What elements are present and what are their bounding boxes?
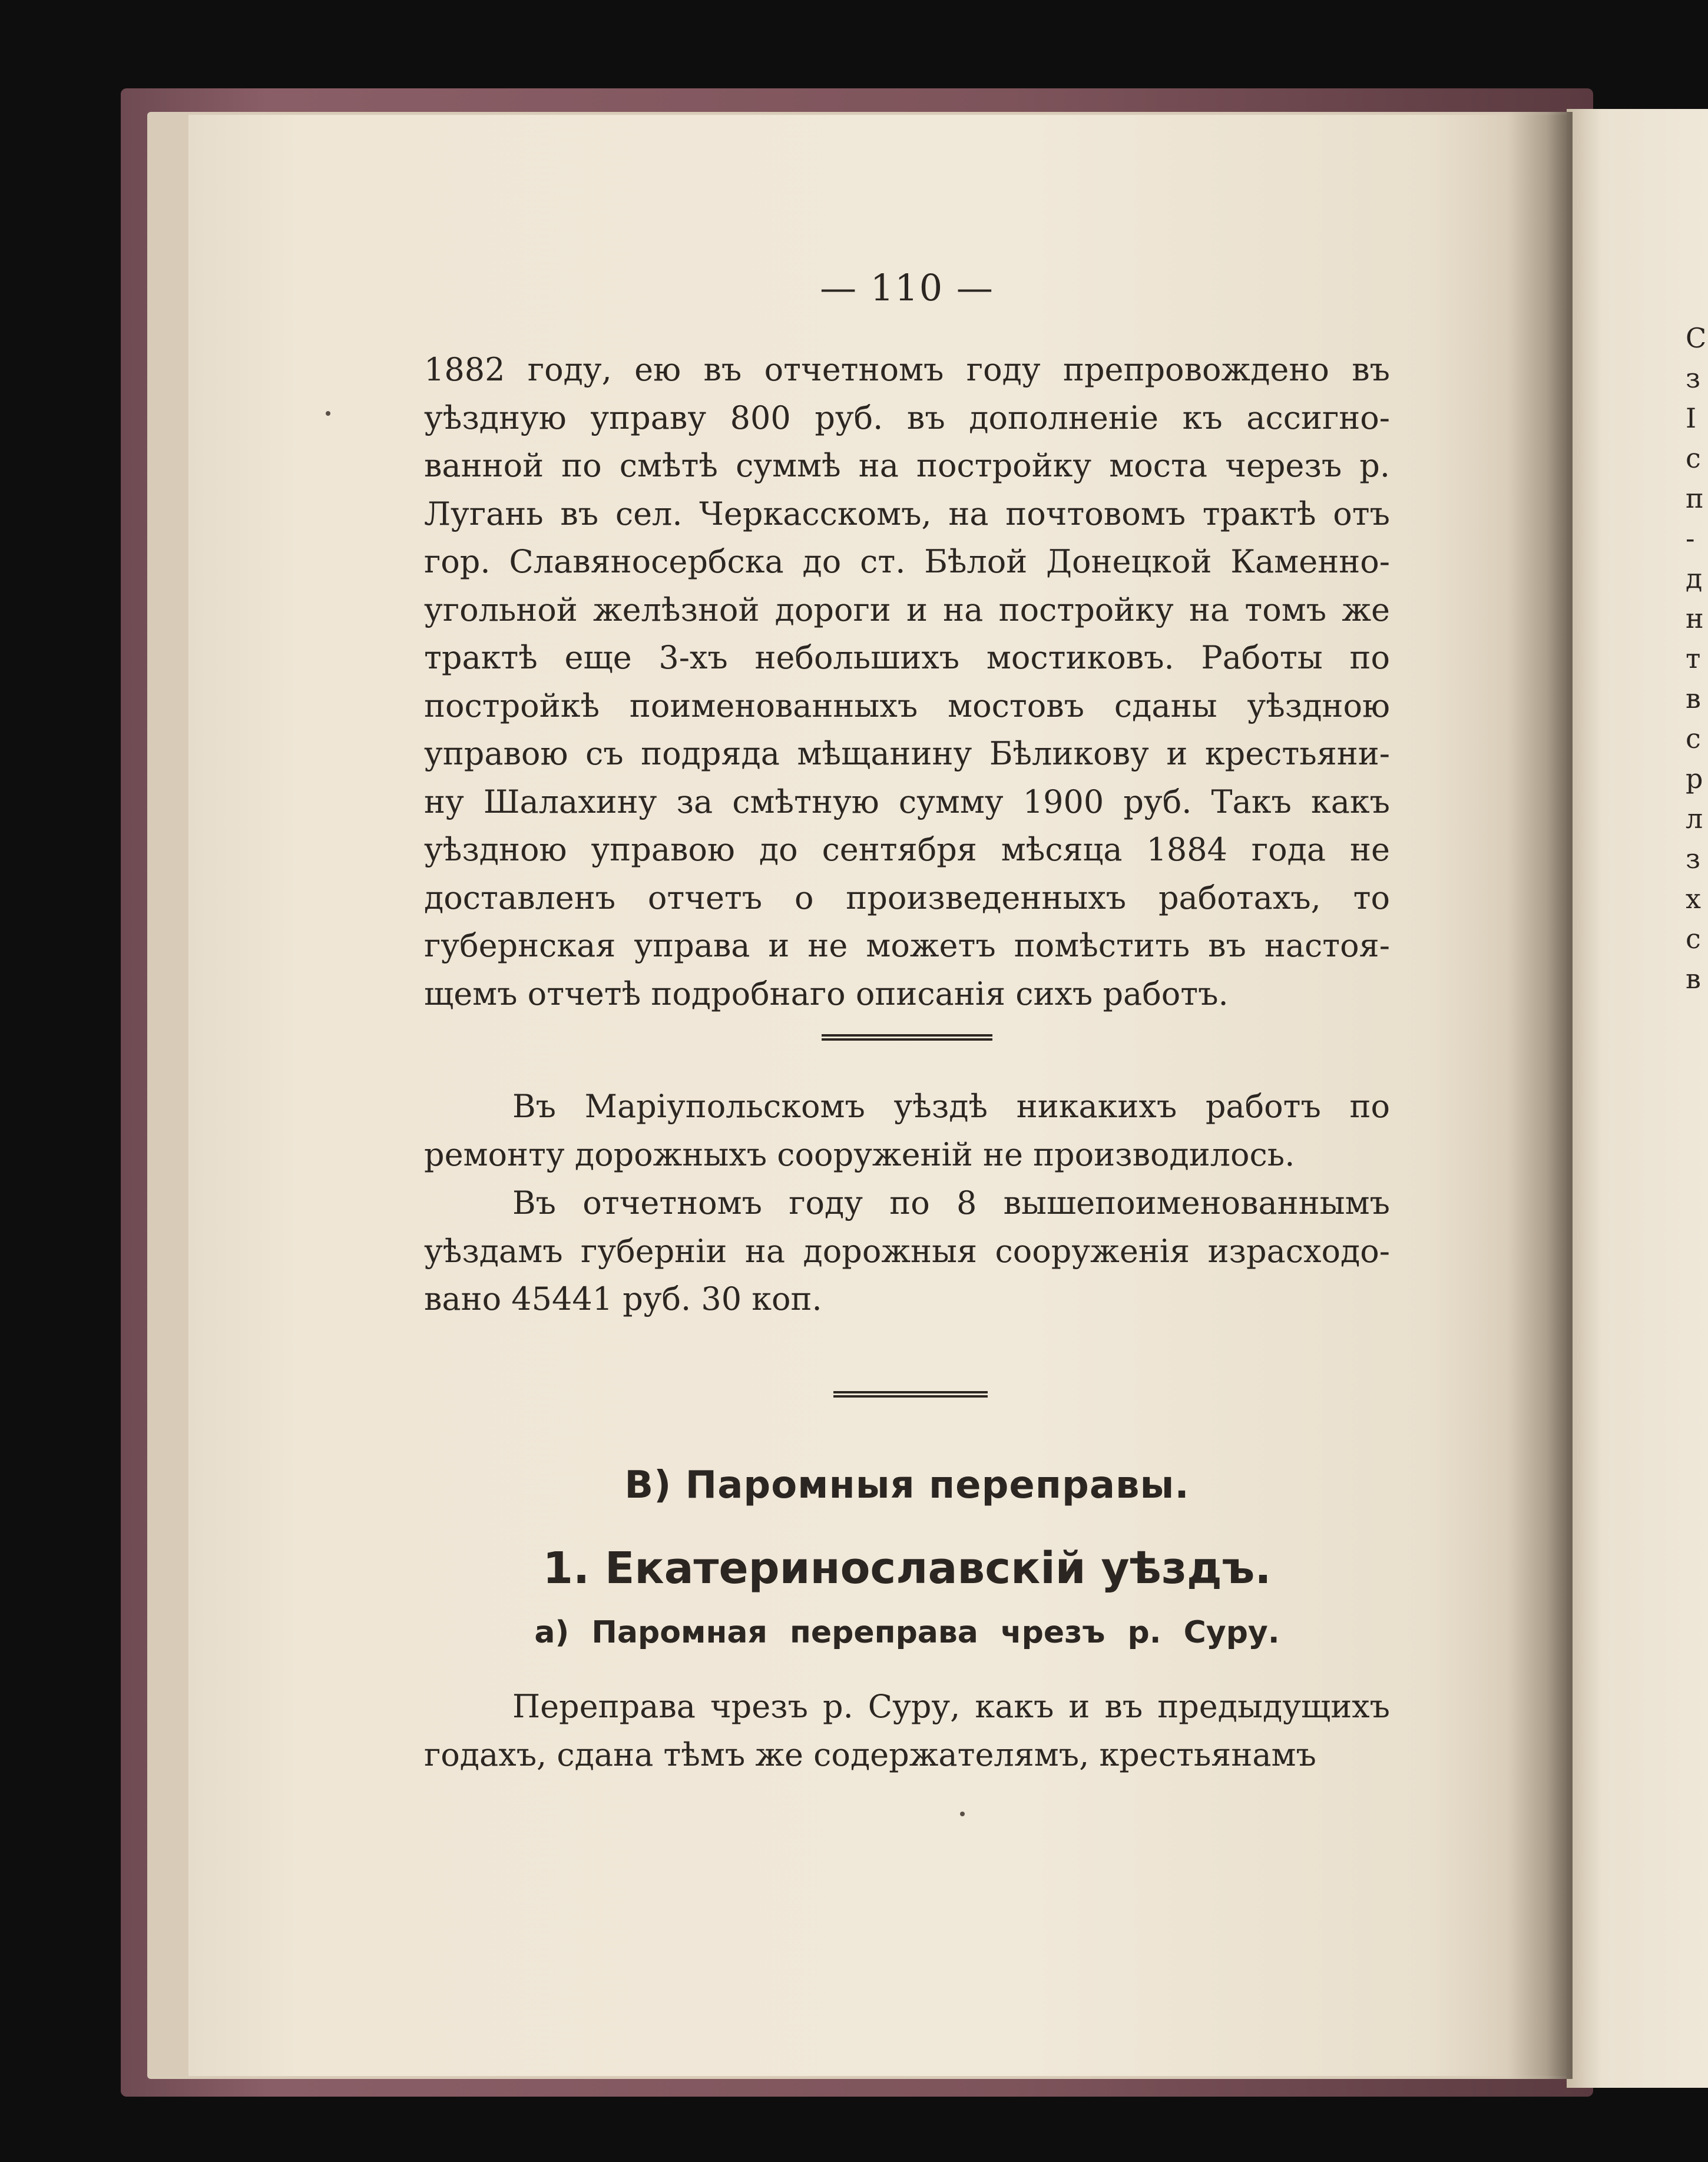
text-line: постройкѣ поименованныхъ мостовъ сданы уѣздною — [424, 687, 1390, 724]
section-divider-1 — [822, 1034, 992, 1041]
edge-letter: з — [1686, 362, 1701, 394]
text-line: доставленъ отчетъ о произведенныхъ работахъ, то — [424, 879, 1390, 916]
district-heading: 1. Екатеринославскій уѣздъ. — [542, 1543, 1272, 1594]
paragraph-4 — [424, 1683, 1390, 1779]
text-line: уѣздною управою до сентября мѣсяца 1884 года не — [424, 831, 1390, 868]
subsection-heading: а) Паромная переправа чрезъ р. Суру. — [534, 1615, 1280, 1650]
edge-letter: д — [1686, 562, 1703, 594]
edge-letter: л — [1686, 803, 1703, 835]
edge-letter: в — [1686, 963, 1701, 995]
text-line: ремонту дорожныхъ сооруженій не производилось. — [424, 1135, 1295, 1173]
edge-letter: в — [1686, 683, 1701, 714]
text-line: трактѣ еще 3-хъ небольшихъ мостиковъ. Работы по — [424, 639, 1390, 676]
section-heading: В) Паромныя переправы. — [624, 1464, 1190, 1507]
text-line: годахъ, сдана тѣмъ же содержателямъ, крестьянамъ — [424, 1736, 1316, 1773]
edge-letter: т — [1686, 643, 1701, 674]
right-page-text-edge — [1686, 318, 1708, 999]
book-gutter-shadow — [1508, 112, 1573, 2079]
section-divider-2 — [833, 1391, 988, 1398]
edge-letter: С — [1686, 322, 1707, 354]
text-line: гор. Славяносербска до ст. Бѣлой Донецкой Каменно- — [424, 543, 1390, 580]
text-line: 1882 году, ею въ отчетномъ году препровождено въ — [424, 351, 1390, 388]
text-line: Въ отчетномъ году по 8 вышепоименованнымъ — [512, 1184, 1390, 1221]
text-line: уѣздамъ губерніи на дорожныя сооруженія израсходо- — [424, 1232, 1390, 1270]
paragraph-1 — [424, 346, 1390, 1018]
text-line: уѣздную управу 800 руб. въ дополненіе къ ассигно- — [424, 399, 1390, 436]
text-line: щемъ отчетѣ подробнаго описанія сихъ работъ. — [424, 975, 1229, 1012]
paragraph-3 — [424, 1179, 1390, 1323]
edge-letter: с — [1686, 923, 1701, 955]
edge-letter: - — [1686, 522, 1695, 554]
text-line: ванной по смѣтѣ суммѣ на постройку моста черезъ р. — [424, 447, 1390, 484]
text-line: губернская управа и не можетъ помѣстить въ настоя- — [424, 927, 1390, 964]
paper-speck — [326, 411, 330, 416]
paper-speck — [960, 1812, 965, 1816]
text-line: управою съ подряда мѣщанину Бѣликову и крестьяни- — [424, 735, 1390, 772]
edge-letter: н — [1686, 602, 1704, 634]
edge-letter: р — [1686, 763, 1703, 794]
text-line: ну Шалахину за смѣтную сумму 1900 руб. Такъ какъ — [424, 783, 1390, 820]
text-line: Переправа чрезъ р. Суру, какъ и въ предыдущихъ — [512, 1688, 1390, 1725]
edge-letter: з — [1686, 843, 1701, 875]
page-number: — 110 — — [820, 266, 994, 309]
edge-letter: п — [1686, 482, 1704, 514]
paragraph-2 — [424, 1082, 1390, 1178]
text-line: Въ Маріупольскомъ уѣздѣ никакихъ работъ по — [512, 1088, 1390, 1125]
text-line: вано 45441 руб. 30 коп. — [424, 1280, 822, 1317]
edge-letter: х — [1686, 883, 1701, 915]
edge-letter: с — [1686, 442, 1701, 474]
text-line: Лугань въ сел. Черкасскомъ, на почтовомъ трактѣ отъ — [424, 495, 1390, 532]
text-line: угольной желѣзной дороги и на постройку на томъ же — [424, 591, 1390, 628]
edge-letter: с — [1686, 723, 1701, 754]
edge-letter: І — [1686, 402, 1697, 434]
